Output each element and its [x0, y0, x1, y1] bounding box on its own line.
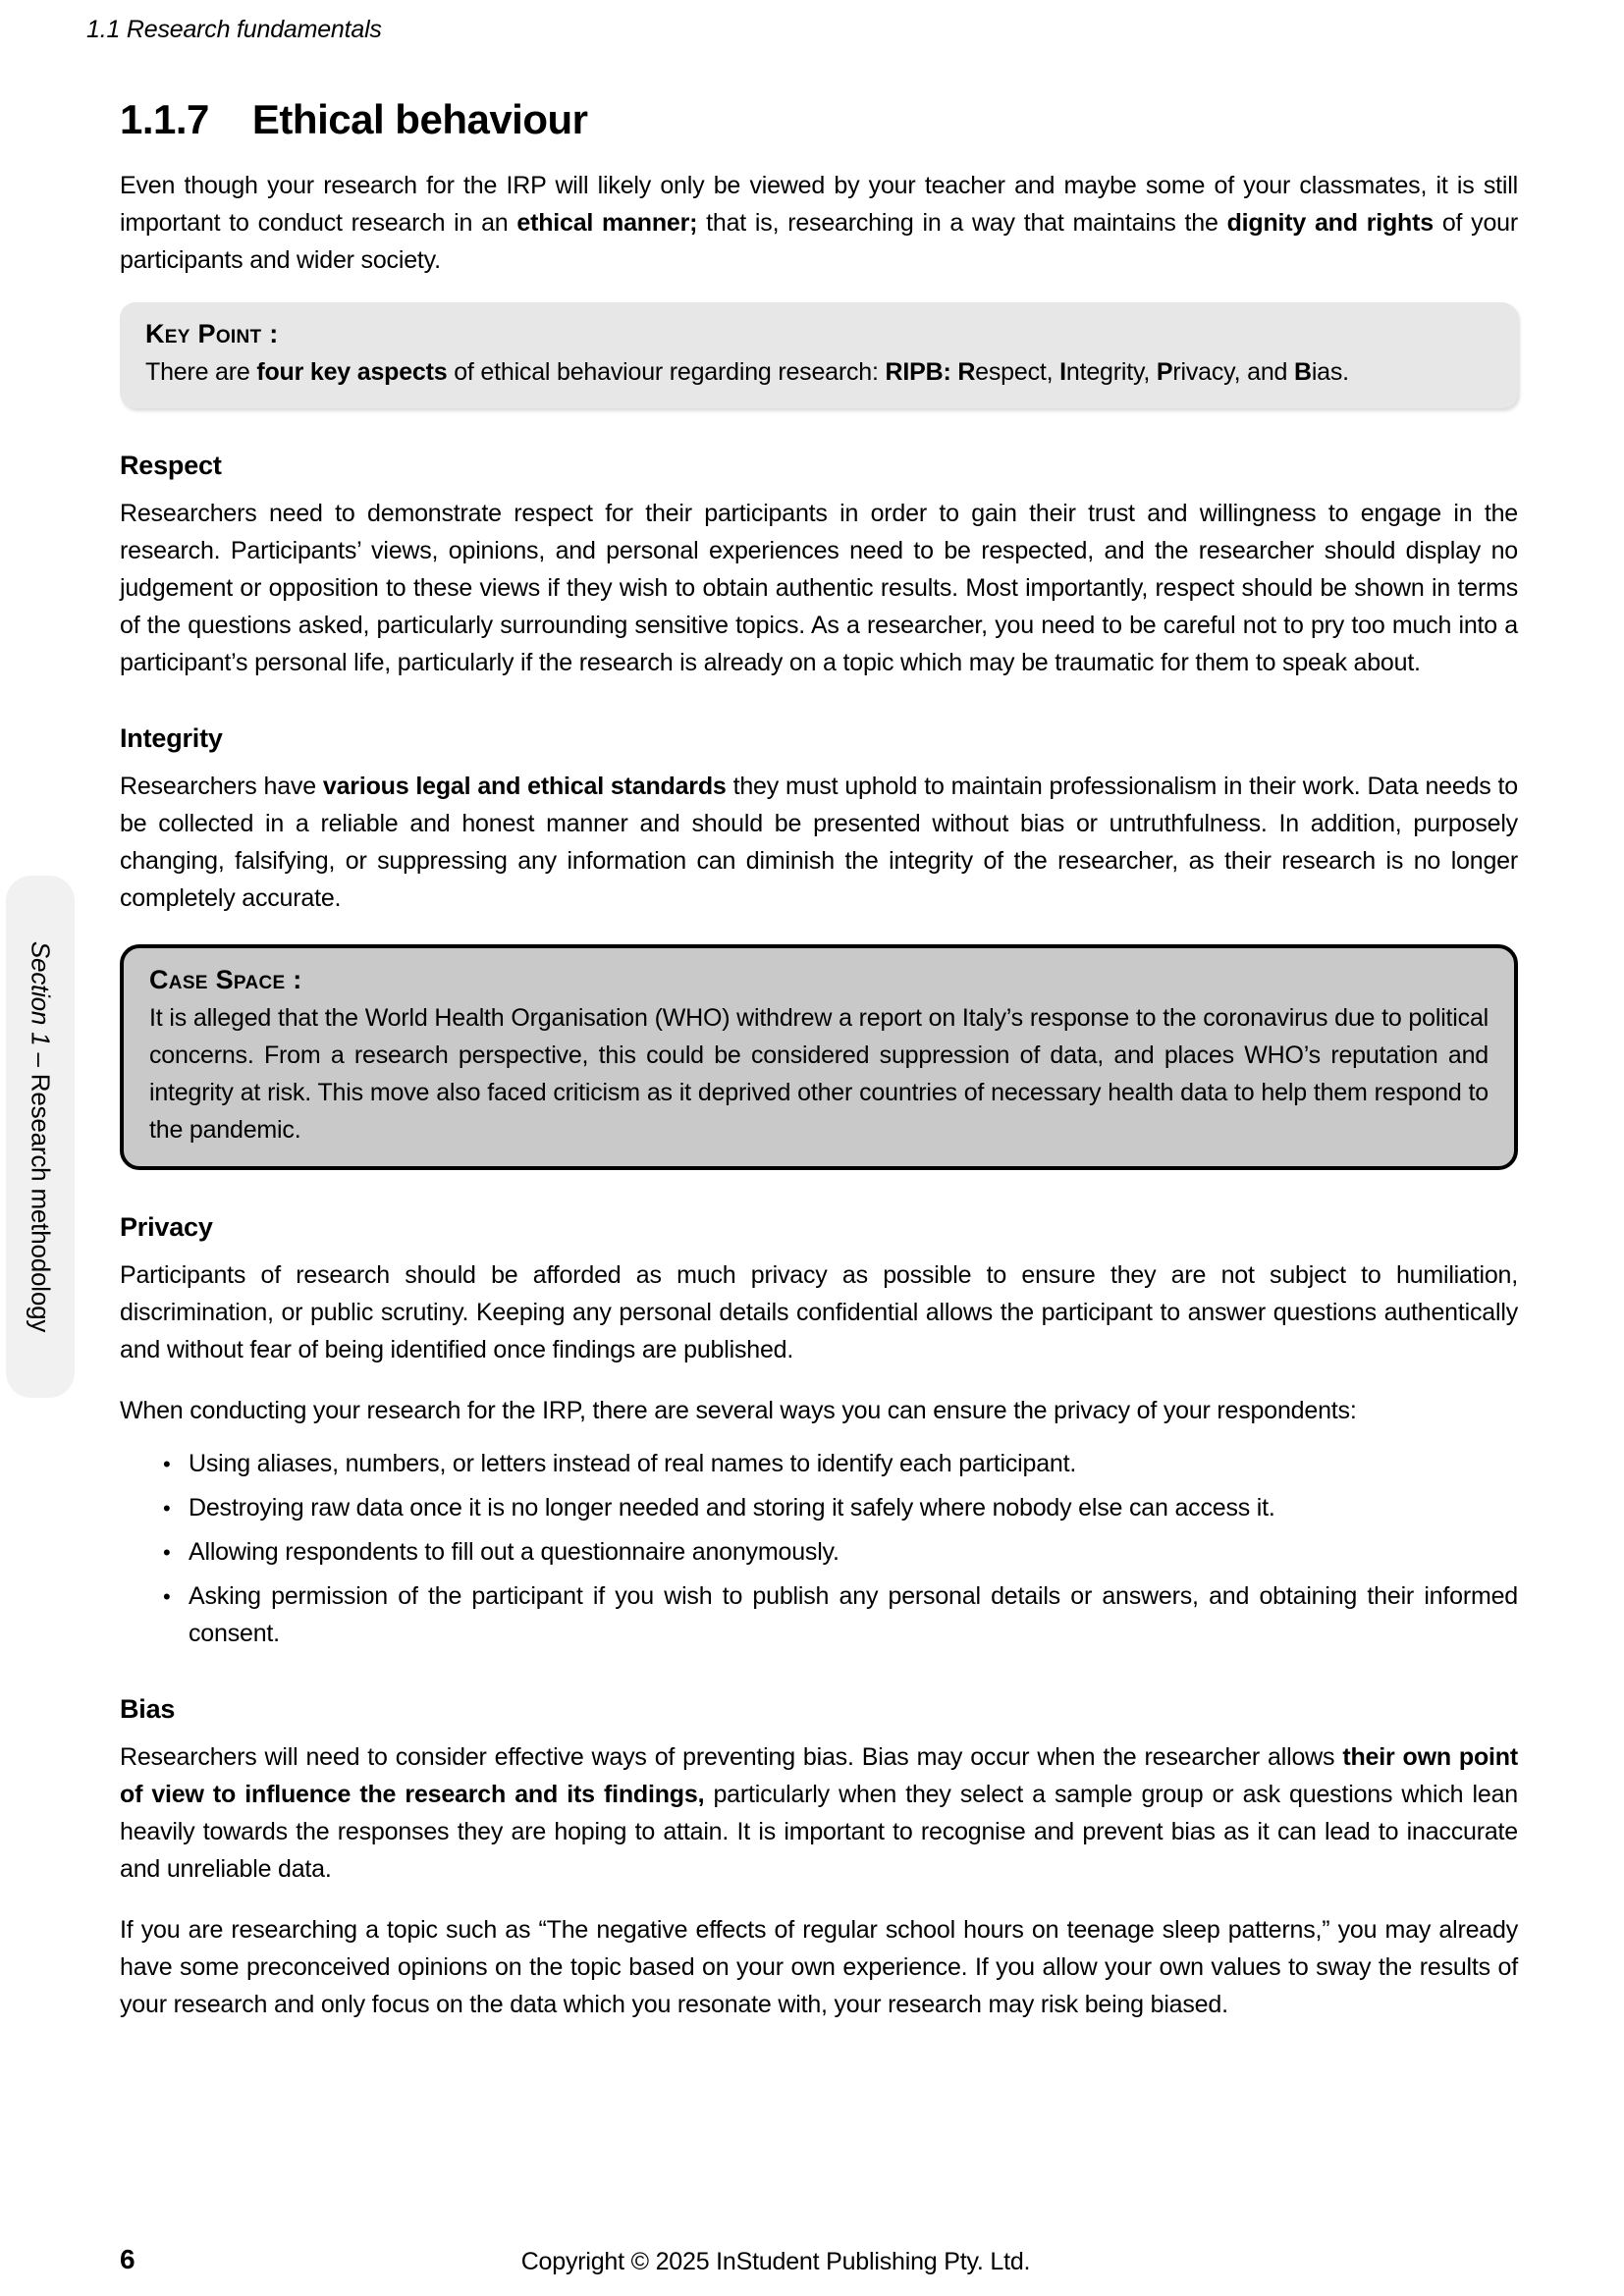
- page-number: 6: [120, 2244, 135, 2274]
- list-item: • Asking permission of the participant if you wish to publish any personal details or answers, and obtaining their informed consent.: [163, 1577, 1518, 1652]
- key-point-label: Key Point :: [145, 319, 279, 348]
- page-title: [120, 96, 1518, 143]
- privacy-paragraph-2: When conducting your research for the IRP, there are several ways you can ensure the privacy of your respondents:: [120, 1397, 1357, 1424]
- page-content: [120, 96, 1518, 2023]
- copyright: Copyright © 2025 InStudent Publishing Pty. Ltd.: [520, 2248, 1031, 2275]
- bias-paragraph-1: Researchers will need to consider effective ways of preventing bias. Bias may occur when the researcher allows their own point of view to influence the research and its findings, particularly when they select a sample group or ask questions which lean heavily towards the responses they are hoping to attain. It is important to recognise and prevent bias as it can lead to inaccurate and unreliable data.: [120, 1743, 1519, 1883]
- intro-paragraph: Even though your research for the IRP will likely only be viewed by your teacher and maybe some of your classmates, it is still important to conduct research in an ethical manner; that is, researching in a way that maintains the dignity and rights of your participants and wider society.: [120, 172, 1518, 274]
- sidebar-section-label: [26, 941, 56, 1332]
- section-heading-respect: Respect: [120, 451, 222, 480]
- list-item: • Using aliases, numbers, or letters instead of real names to identify each participant.: [163, 1445, 1518, 1482]
- privacy-bullet-list: [120, 1445, 1518, 1652]
- section-heading-bias: Bias: [120, 1694, 176, 1724]
- list-item: • Allowing respondents to fill out a questionnaire anonymously.: [163, 1533, 1518, 1571]
- section-number: 1.1.7: [120, 96, 209, 142]
- sidebar-section-number: Section 1: [26, 940, 56, 1046]
- section-heading-integrity: Integrity: [120, 723, 223, 753]
- case-space-text: It is alleged that the World Health Organisation (WHO) withdrew a report on Italy’s response to the coronavirus due to political concerns. From a research perspective, this could be considered suppression of data, and places WHO’s reputation and integrity at risk. This move also faced criticism as it deprived other countries of necessary health data to help them respond to the pandemic.: [149, 1004, 1489, 1144]
- case-space-box: [120, 944, 1518, 1170]
- case-space-label: Case Space :: [149, 965, 302, 994]
- bias-paragraph-2: If you are researching a topic such as “The negative effects of regular school hours on teenage sleep patterns,” you may already have some preconceived opinions on the topic based on your own experience. If you allow your own values to sway the results of your research and only focus on the data which you resonate with, your research may risk being biased.: [120, 1916, 1518, 2018]
- sidebar-section-tab: [6, 876, 75, 1398]
- respect-paragraph: Researchers need to demonstrate respect for their participants in order to gain their trust and willingness to engage in the research. Participants’ views, opinions, and personal experiences need to be respected, and the researcher should display no judgement or opposition to these views if they wish to obtain authentic results. Most importantly, respect should be shown in terms of the questions asked, particularly surrounding sensitive topics. As a researcher, you need to be careful not to pry too much into a participant’s personal life, particularly if the research is already on a topic which may be traumatic for them to speak about.: [120, 500, 1518, 676]
- page-title-text: Ethical behaviour: [251, 96, 588, 142]
- breadcrumb: 1.1 Research fundamentals: [86, 16, 382, 43]
- section-heading-privacy: Privacy: [120, 1212, 213, 1242]
- key-point-text: There are four key aspects of ethical behaviour regarding research: RIPB: Respect, Integrity, Privacy, and Bias.: [145, 358, 1349, 386]
- key-point-box: [120, 302, 1518, 408]
- privacy-paragraph-1: Participants of research should be afforded as much privacy as possible to ensure they are not subject to humiliation, discrimination, or public scrutiny. Keeping any personal details confidential allows the participant to answer questions authentically and without fear of being identified once findings are published.: [120, 1261, 1518, 1363]
- sidebar-section-title: – Research methodology: [26, 1045, 56, 1333]
- list-item: • Destroying raw data once it is no longer needed and storing it safely where nobody else can access it.: [163, 1489, 1518, 1526]
- integrity-paragraph: Researchers have various legal and ethical standards they must uphold to maintain professionalism in their work. Data needs to be collected in a reliable and honest manner and should be presented without bias or untruthfulness. In addition, purposely changing, falsifying, or suppressing any information can diminish the integrity of the researcher, as their research is no longer completely accurate.: [120, 773, 1518, 912]
